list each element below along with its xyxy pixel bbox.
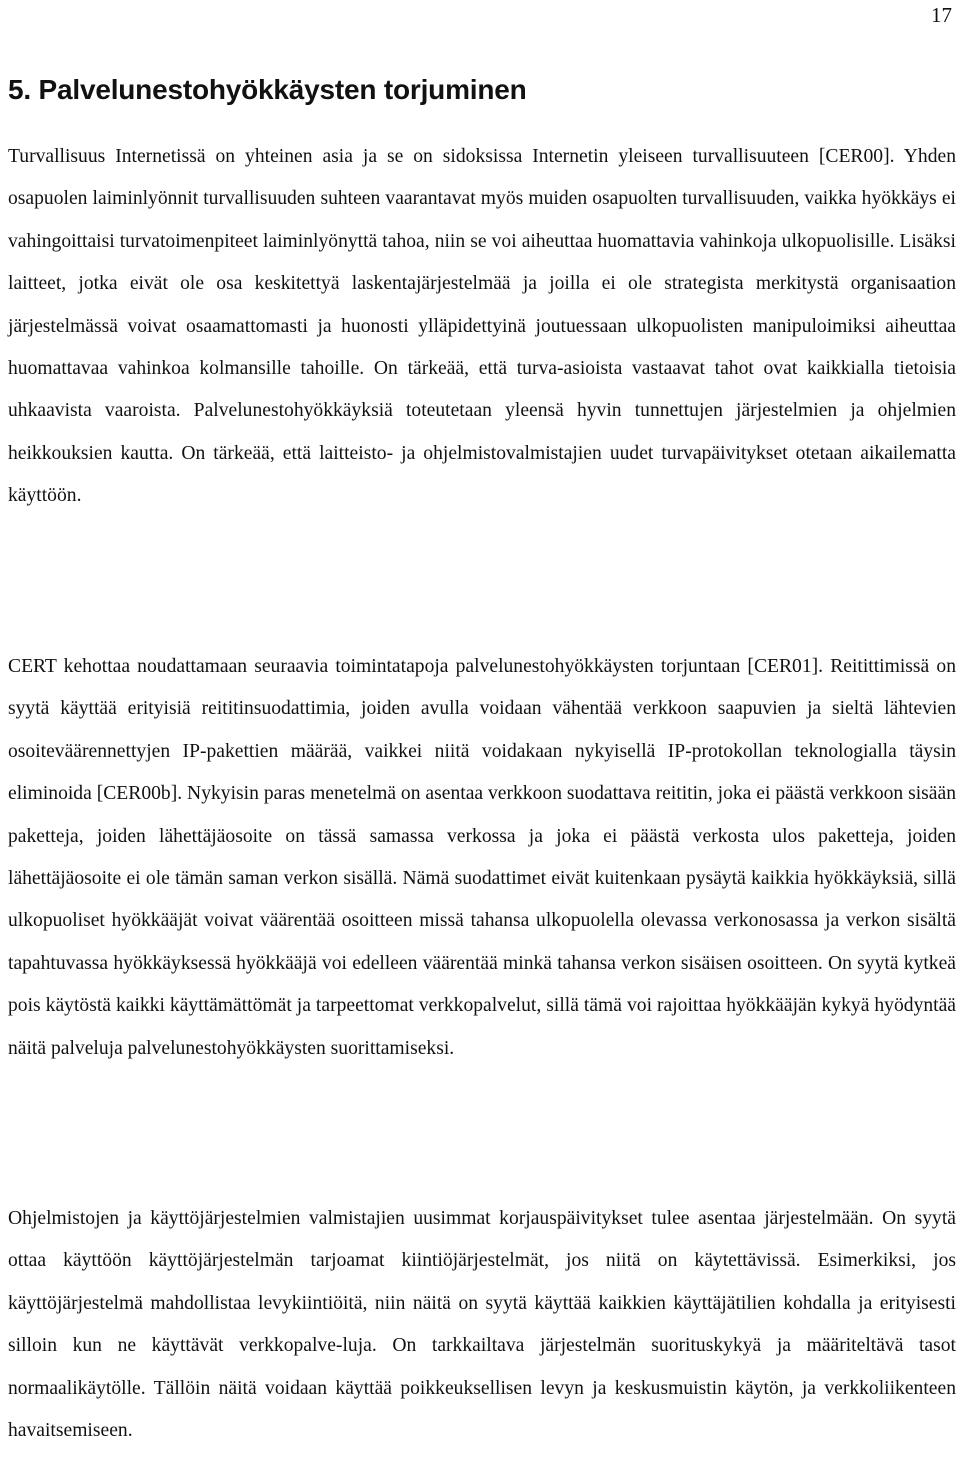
paragraph-cert-recommendations: CERT kehottaa noudattamaan seuraavia toimintatapoja palvelunestohyökkäysten torjuntaan [CER01]. Reitittimissä on syytä käyttää erityisiä reititinsuodattimia, joiden avulla voidaan vähentää verkkoon saapuvien ja sieltä lähtevien osoiteväärennettyjen IP-pakettien määrää, vaikkei niitä voidakaan nykyisellä IP-protokollan teknologialla täysin eliminoida [CER00b]. Nykyisin paras menetelmä on asentaa verkkoon suodattava reititin, joka ei päästä verkkoon sisään paketteja, joiden lähettäjäosoite on tässä samassa verkossa ja joka ei päästä verkosta ulos paketteja, joiden lähettäjäosoite ei ole tämän saman verkon sisällä. Nämä suodattimet eivät kuitenkaan pysäytä kaikkia hyökkäyksiä, sillä ulkopuoliset hyökkääjät voivat väärentää osoitteen missä tahansa ulkopuolella olevassa verkonosassa ja verkon sisältä tapahtuvassa hyökkäyksessä hyökkääjä voi edelleen väärentää minkä tahansa verkon sisäisen osoitteen. On syytä kytkeä pois käytöstä kaikki käyttämättömät ja tarpeettomat verkkopalvelut, sillä tämä voi rajoittaa hyökkääjän kykyä hyödyntää näitä palveluja palvelunestohyökkäysten suorittamiseksi. [8,656,956,1059]
section-heading: 5. Palvelunestohyökkäysten torjuminen [8,74,527,105]
paragraph-vendor-patches: Ohjelmistojen ja käyttöjärjestelmien valmistajien uusimmat korjauspäivitykset tulee asentaa järjestelmään. On syytä ottaa käyttöön käyttöjärjestelmän tarjoamat kiintiöjärjestelmät, jos niitä on käytettävissä. Esimerkiksi, jos käyttöjärjestelmä mahdollistaa levykiintiöitä, niin näitä on syytä käyttää kaikkien käyttäjätilien kohdalla ja erityisesti silloin kun ne käyttävät verkkopalve-luja. On tarkkailtava järjestelmän suorituskykyä ja määriteltävä tasot normaalikäytölle. Tällöin näitä voidaan käyttää poikkeuksellisen levyn ja keskusmuistin käytön, ja verkkoliikenteen havaitsemiseen. [8,1208,956,1442]
paragraph-security-shared: Turvallisuus Internetissä on yhteinen asia ja se on sidoksissa Internetin yleiseen turvallisuuteen [CER00]. Yhden osapuolen laiminlyönnit turvallisuuden suhteen vaarantavat myös muiden osapuolten turvallisuuden, vaikka hyökkäys ei vahingoittaisi turvatoimenpiteet laiminlyönyttä tahoa, niin se voi aiheuttaa huomattavia vahinkoja ulkopuolisille. Lisäksi laitteet, jotka eivät ole osa keskitettyä laskentajärjestelmää ja joilla ei ole strategista merkitystä organisaation järjestelmässä voivat osaamattomasti ja huonosti ylläpidettyinä joutuessaan ulkopuolisten manipuloimiksi aiheuttaa huomattavaa vahinkoa kolmansille tahoille. On tärkeää, että turva-asioista vastaavat tahot ovat kaikkialla tietoisia uhkaavista vaaroista. Palvelunestohyökkäyksiä toteutetaan yleensä hyvin tunnettujen järjestelmien ja ohjelmien heikkouksien kautta. On tärkeää, että laitteisto- ja ohjelmistovalmistajien uudet turvapäivitykset otetaan aikailematta käyttöön. [8,146,956,507]
page-number: 17 [931,3,952,27]
